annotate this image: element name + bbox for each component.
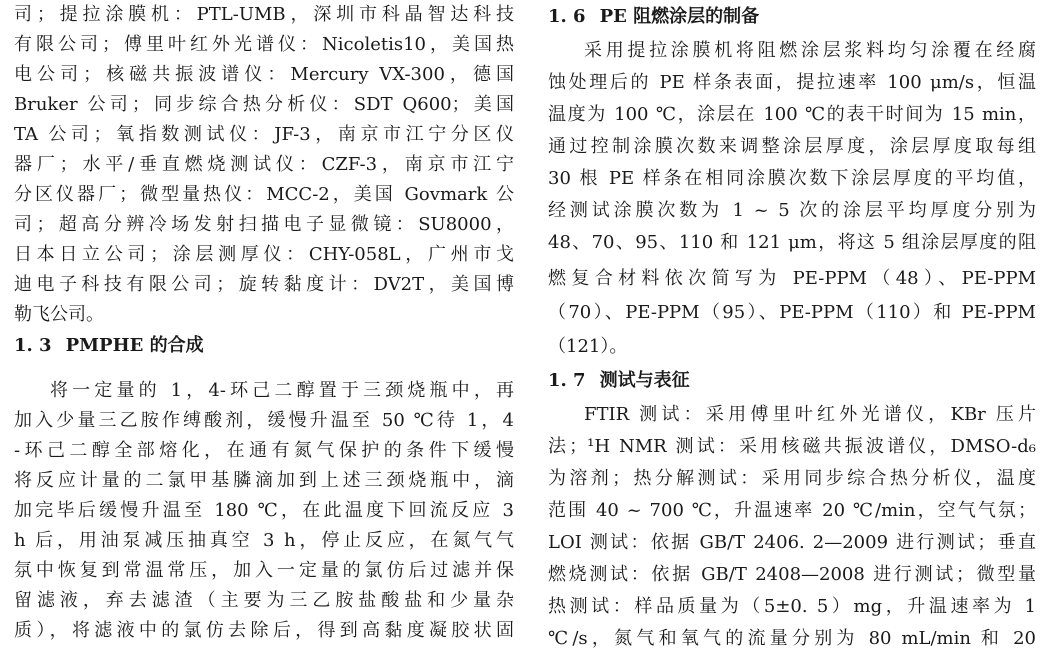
text-line: 分区仪器厂；微型量热仪：MCC-2，美国 Govmark 公 bbox=[14, 184, 514, 205]
paragraph-first-line: 将一定量的 1，4-环己二醇置于三颈烧瓶中，再 bbox=[50, 380, 514, 401]
text-line: TA 公司；氧指数测试仪：JF-3，南京市江宁分区仪 bbox=[14, 124, 514, 145]
section-heading-1-3 bbox=[14, 331, 514, 361]
text-line: 将反应计量的二氯甲基膦滴加到上述三颈烧瓶中，滴 bbox=[14, 470, 514, 491]
text-line: -环己二醇全部熔化，在通有氮气保护的条件下缓慢 bbox=[14, 440, 514, 461]
text-line: 电公司；核磁共振波谱仪：Mercury VX-300，德国 bbox=[14, 64, 514, 85]
text-line: 留滤液，弃去滤渣（主要为三乙胺盐酸盐和少量杂 bbox=[14, 590, 514, 611]
paragraph-first-line: FTIR 测试：采用傅里叶红外光谱仪，KBr 压片 bbox=[584, 404, 1036, 425]
text-line: ℃/s，氮气和氧气的流量分别为 80 mL/min 和 20 bbox=[548, 628, 1036, 649]
section-heading-1-7 bbox=[548, 366, 1036, 396]
text-line: LOI 测试：依据 GB/T 2406. 2—2009 进行测试；垂直 bbox=[548, 532, 1036, 553]
section-number: 1. 6 bbox=[548, 6, 586, 27]
text-line: 氛中恢复到常温常压，加入一定量的氯仿后过滤并保 bbox=[14, 560, 514, 581]
section-number: 1. 7 bbox=[548, 370, 586, 391]
text-line: 日本日立公司；涂层测厚仪：CHY-058L，广州市戈 bbox=[14, 244, 514, 265]
text-line: 器厂；水平/垂直燃烧测试仪：CZF-3，南京市江宁 bbox=[14, 154, 514, 175]
text-line: 通过控制涂膜次数来调整涂层厚度，涂层厚度取每组 bbox=[548, 136, 1036, 157]
text-line: 热测试：样品质量为（5±0. 5）mg，升温速率为 1 bbox=[548, 596, 1036, 617]
text-line: 加入少量三乙胺作缚酸剂，缓慢升温至 50 ℃待 1，4 bbox=[14, 410, 514, 431]
section-title: PE 阻燃涂层的制备 bbox=[599, 6, 760, 27]
text-line: h 后，用油泵减压抽真空 3 h，停止反应，在氮气气 bbox=[14, 530, 514, 551]
paragraph-first-line: 采用提拉涂膜机将阻燃涂层浆料均匀涂覆在经腐 bbox=[584, 40, 1036, 61]
text-line: 加完毕后缓慢升温至 180 ℃，在此温度下回流反应 3 bbox=[14, 500, 514, 521]
text-line: 温度为 100 ℃，涂层在 100 ℃的表干时间为 15 min， bbox=[548, 104, 1036, 125]
text-line: 30 根 PE 样条在相同涂膜次数下涂层厚度的平均值， bbox=[548, 168, 1036, 189]
text-line: 迪电子科技有限公司；旋转黏度计：DV2T，美国博 bbox=[14, 274, 514, 295]
text-line: 法；¹H NMR 测试：采用核磁共振波谱仪，DMSO-d₆ bbox=[548, 436, 1036, 457]
text-line: （70）、PE-PPM（95）、PE-PPM（110）和 PE-PPM bbox=[548, 302, 1036, 323]
section-heading-1-6 bbox=[548, 2, 1036, 32]
text-line: 范围 40 ~ 700 ℃，升温速率 20 ℃/min，空气气氛； bbox=[548, 500, 1036, 521]
text-line: 蚀处理后的 PE 样条表面，提拉速率 100 μm/s，恒温 bbox=[548, 72, 1036, 93]
text-line: 经测试涂膜次数为 1 ~ 5 次的涂层平均厚度分别为 bbox=[548, 200, 1036, 221]
text-line: （121）。 bbox=[548, 336, 628, 357]
text-line: 燃复合材料依次简写为 PE-PPM（48）、PE-PPM bbox=[548, 268, 1036, 289]
section-title: PMPHE 的合成 bbox=[65, 335, 204, 356]
section-title: 测试与表征 bbox=[599, 370, 690, 391]
text-line: 司；提拉涂膜机：PTL-UMB，深圳市科晶智达科技 bbox=[14, 4, 514, 25]
text-line: 质），将滤液中的氯仿去除后，得到高黏度凝胶状固 bbox=[14, 620, 514, 641]
text-line: 48、70、95、110 和 121 μm，将这 5 组涂层厚度的阻 bbox=[548, 232, 1036, 253]
text-line: 有限公司；傅里叶红外光谱仪：Nicoletis10，美国热 bbox=[14, 34, 514, 55]
text-line: 为溶剂；热分解测试：采用同步综合热分析仪，温度 bbox=[548, 468, 1036, 489]
text-line: Bruker 公司；同步综合热分析仪：SDT Q600；美国 bbox=[14, 94, 514, 115]
text-line: 勒飞公司。 bbox=[14, 304, 104, 325]
section-number: 1. 3 bbox=[14, 335, 52, 356]
text-line: 燃烧测试：依据 GB/T 2408—2008 进行测试；微型量 bbox=[548, 564, 1036, 585]
text-line: 司；超高分辨冷场发射扫描电子显微镜：SU8000， bbox=[14, 214, 514, 235]
